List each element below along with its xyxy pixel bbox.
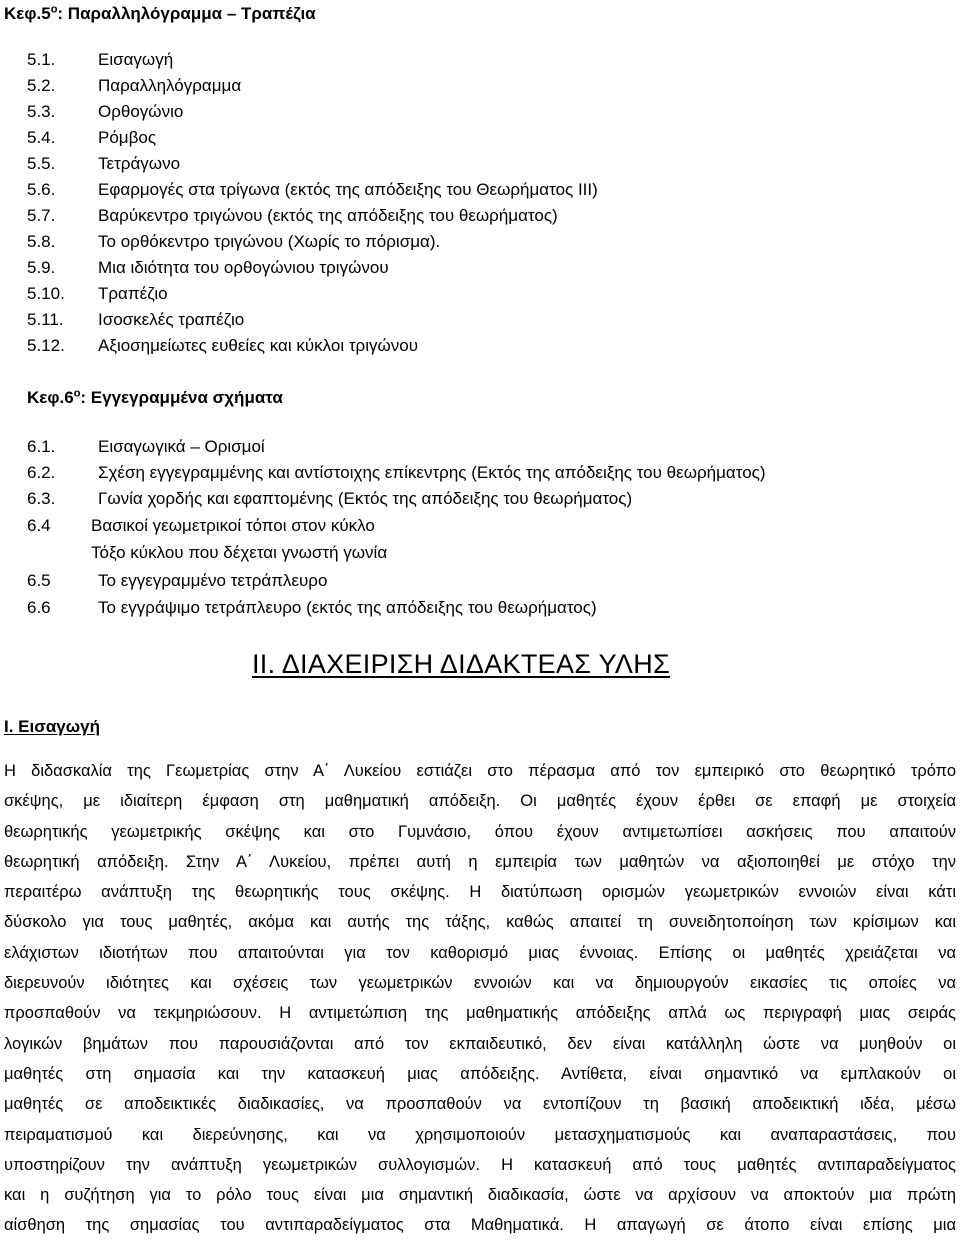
item-text: Εφαρμογές στα τρίγωνα (εκτός της απόδειξης του Θεωρήματος ΙΙΙ)	[98, 180, 598, 199]
item-number: 5.3.	[27, 102, 56, 121]
chapter-5-heading	[4, 4, 316, 24]
paragraph-line: σκέψης, με ιδιαίτερη έμφαση στη μαθηματική απόδειξη. Οι μαθητές έχουν έρθει σε επαφή με στοιχεία	[4, 792, 956, 811]
paragraph-line: μαθητές στη σημασία και την κατασκευή μιας απόδειξης. Αντίθετα, είναι σημαντικό να εμπλακούν οι	[4, 1064, 956, 1083]
item-text: Το εγγράψιμο τετράπλευρο (εκτός της απόδειξης του θεωρήματος)	[98, 598, 597, 617]
item-text: Γωνία χορδής και εφαπτομένης (Εκτός της απόδειξης του θεωρήματος)	[98, 489, 633, 508]
item-text: Τραπέζιο	[98, 284, 168, 303]
paragraph-line: υποστηρίζουν την ανάπτυξη γεωμετρικών συλλογισμών. Η κατασκευή από τους μαθητές αντιπαραδείγματος	[4, 1155, 956, 1174]
chapter-6-sup: ο	[73, 387, 81, 400]
item-text: Εισαγωγικά – Ορισμοί	[98, 437, 265, 456]
item-text: Εισαγωγή	[98, 50, 174, 69]
chapter-6-heading	[27, 388, 283, 408]
paragraph-line: λογικών βημάτων που παρουσιάζονται από τον εκπαιδευτικό, δεν είναι κατάλληλη ώστε να μυηθούν οι	[4, 1034, 956, 1053]
item-number: 5.4.	[27, 128, 56, 147]
paragraph-line: μαθητές σε αποδεικτικές διαδικασίες, να προσπαθούν να εντοπίζουν τη βασική αποδεικτική ιδέα, μέσω	[4, 1095, 956, 1114]
item-text: Βασικοί γεωμετρικοί τόποι στον κύκλο	[91, 516, 375, 535]
item-text: Τόξο κύκλου που δέχεται γνωστή γωνία	[91, 543, 388, 562]
paragraph-line: πειραματισμού και διερεύνησης, και να χρησιμοποιούν μετασχηματισμούς και αναπαραστάσεις, που	[4, 1125, 956, 1144]
item-number: 5.6.	[27, 180, 56, 199]
item-number: 5.10.	[27, 284, 65, 303]
chapter-5-prefix: Κεφ.5	[4, 4, 51, 23]
chapter-6-title: : Εγγεγραμμένα σχήματα	[80, 388, 283, 407]
chapter-5-title: : Παραλληλόγραμμα – Τραπέζια	[57, 4, 316, 23]
item-text: Μια ιδιότητα του ορθογώνιου τριγώνου	[98, 258, 389, 277]
paragraph-line: περαιτέρω ανάπτυξη της θεωρητικής τους σκέψης. Η διατύπωση ορισμών γεωμετρικών εννοιών είναι κάτι	[4, 883, 956, 902]
item-number: 5.12.	[27, 336, 65, 355]
item-text: Το εγγεγραμμένο τετράπλευρο	[98, 571, 328, 590]
item-text: Παραλληλόγραμμα	[98, 76, 242, 95]
item-number: 5.2.	[27, 76, 56, 95]
paragraph-line: θεωρητικής γεωμετρικής σκέψης και στο Γυμνάσιο, όπου έχουν αντιμετωπίσει ασκήσεις που απαιτούν	[4, 822, 956, 841]
item-number: 6.2.	[27, 463, 56, 482]
paragraph-line: Η διδασκαλία της Γεωμετρίας στην Α΄ Λυκείου εστιάζει στο πέρασμα από τον εμπειρικό στο θεωρητικό τρόπο	[4, 762, 956, 780]
chapter-6-prefix: Κεφ.6	[27, 388, 74, 407]
item-text: Σχέση εγγεγραμμένης και αντίστοιχης επίκεντρης (Εκτός της απόδειξης του θεωρήματος)	[98, 463, 766, 482]
item-number: 5.7.	[27, 206, 56, 225]
item-text: Αξιοσημείωτες ευθείες και κύκλοι τριγώνου	[98, 336, 419, 355]
item-text: Βαρύκεντρο τριγώνου (εκτός της απόδειξης του θεωρήματος)	[98, 206, 558, 225]
paragraph-line: ελάχιστων ιδιοτήτων που απαιτούνται για τον καθορισμό μιας έννοιας. Επίσης οι μαθητές χρειάζεται να	[4, 943, 956, 962]
paragraph-line: διερευνούν ιδιότητες και σχέσεις των γεωμετρικών εννοιών και να δημιουργούν εικασίες τις οποίες να	[4, 974, 956, 993]
item-text: Το ορθόκεντρο τριγώνου (Χωρίς το πόρισμα).	[98, 232, 441, 251]
item-text: Ορθογώνιο	[98, 102, 184, 121]
paragraph-line: και η συζήτηση για το ρόλο τους είναι μια σημαντική διαδικασία, ώστε να αρχίσουν να αποκτούν μια πρώτη	[4, 1186, 956, 1205]
item-text: Ρόμβος	[98, 128, 157, 147]
item-text: Τετράγωνο	[98, 154, 181, 173]
intro-heading: Ι. Εισαγωγή	[4, 717, 100, 736]
item-number: 6.3.	[27, 489, 56, 508]
item-number: 6.6	[27, 598, 51, 617]
item-number: 5.8.	[27, 232, 56, 251]
paragraph-line: αίσθηση της σημασίας του αντιπαραδείγματος στα Μαθηματικά. Η απαγωγή σε άτοπο είναι επίσης μια	[4, 1216, 956, 1235]
item-number: 6.5	[27, 571, 51, 590]
paragraph-line: δύσκολο για τους μαθητές, ακόμα και αυτής της τάξης, καθώς απαιτεί τη συνειδητοποίηση των κρίσιμων και	[4, 913, 956, 932]
paragraph-line: προσπαθούν να τεκμηριώσουν. Η αντιμετώπιση της μαθηματικής απόδειξης απλά ως περιγραφή μιας σειράς	[4, 1004, 956, 1023]
item-number: 5.9.	[27, 258, 56, 277]
item-number: 6.4	[27, 516, 51, 535]
item-number: 6.1.	[27, 437, 56, 456]
intro-paragraph	[4, 756, 956, 1241]
item-number: 5.1.	[27, 50, 56, 69]
item-number: 5.11.	[27, 310, 64, 329]
item-text: Ισοσκελές τραπέζιο	[98, 310, 245, 329]
item-number: 5.5.	[27, 154, 56, 173]
paragraph-line: θεωρητική απόδειξη. Στην Α΄ Λυκείου, πρέπει αυτή η εμπειρία των μαθητών να αξιοποιηθεί με στόχο την	[4, 852, 956, 871]
chapter-5-sup: ο	[50, 3, 58, 16]
section-title: ΙΙ. ΔΙΑΧΕΙΡΙΣΗ ΔΙΔΑΚΤΕΑΣ ΥΛΗΣ	[252, 649, 671, 679]
